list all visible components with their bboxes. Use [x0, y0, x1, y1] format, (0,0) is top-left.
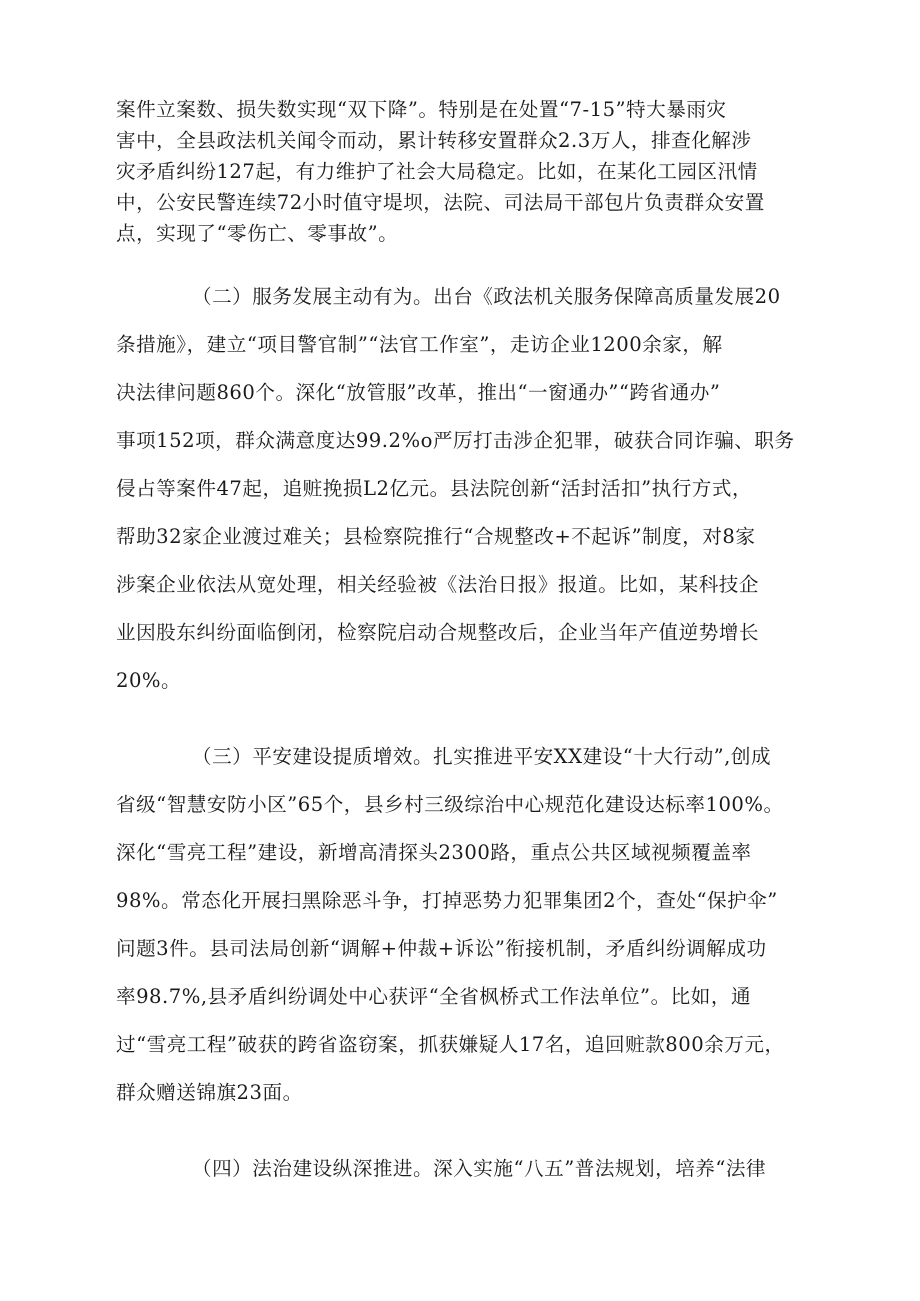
text-line: 侵占等案件47起，追赃挽损L2亿元。县法院创新“活封活扣”执行方式， [116, 477, 753, 500]
text-line: 率98.7%,县矛盾纠纷调处中心获评“全省枫桥式工作法单位”。比如，通 [116, 985, 752, 1008]
text-line: （二）服务发展主动有为。出台《政法机关服务保障高质量发展20 [192, 285, 781, 308]
text-line: 98%。常态化开展扫黑除恶斗争，打掉恶势力犯罪集团2个，查处“保护伞” [116, 889, 778, 912]
text-line: 过“雪亮工程”破获的跨省盗窃案，抓获嫌疑人17名，追回赃款800余万元， [116, 1033, 785, 1056]
text-line: 点，实现了“零伤亡、零事故”。 [116, 222, 399, 245]
text-line: 灾矛盾纠纷127起，有力维护了社会大局稳定。比如，在某化工园区汛情 [116, 160, 758, 183]
text-line: 案件立案数、损失数实现“双下降”。特别是在处置“7-15”特大暴雨灾 [116, 98, 727, 121]
text-line: 涉案企业依法从宽处理，相关经验被《法治日报》报道。比如，某科技企 [116, 573, 759, 596]
text-line: 帮助32家企业渡过难关；县检察院推行“合规整改+不起诉”制度，对8家 [116, 525, 756, 548]
text-line: 中，公安民警连续72小时值守堤坝，法院、司法局干部包片负责群众安置 [116, 191, 765, 214]
text-line: 省级“智慧安防小区”65个，县乡村三级综治中心规范化建设达标率100%。 [116, 793, 784, 816]
text-line: 深化“雪亮工程”建设，新增高清探头2300路，重点公共区域视频覆盖率 [116, 841, 752, 864]
text-line: 业因股东纠纷面临倒闭，检察院启动合规整改后，企业当年产值逆势增长 [116, 621, 759, 644]
text-line: 问题3件。县司法局创新“调解+仲裁+诉讼”衔接机制，矛盾纠纷调解成功 [116, 937, 767, 960]
text-line: 条措施》，建立“项目警官制”“法官工作室”，走访企业1200余家，解 [116, 333, 723, 356]
text-line: 事项152项，群众满意度达99.2%o严厉打击涉企犯罪，破获合同诈骗、职务 [116, 429, 795, 452]
text-line: （三）平安建设提质增效。扎实推进平安XX建设“十大行动”,创成 [192, 745, 772, 768]
text-line: 决法律问题860个。深化“放管服”改革，推出“一窗通办”“跨省通办” [116, 381, 721, 404]
text-line: 害中，全县政法机关闻令而动，累计转移安置群众2.3万人，排查化解涉 [116, 129, 752, 152]
text-line: 20%。 [116, 669, 182, 692]
text-line: （四）法治建设纵深推进。深入实施“八五”普法规划，培养“法律 [192, 1157, 767, 1180]
text-line: 群众赠送锦旗23面。 [116, 1081, 303, 1104]
